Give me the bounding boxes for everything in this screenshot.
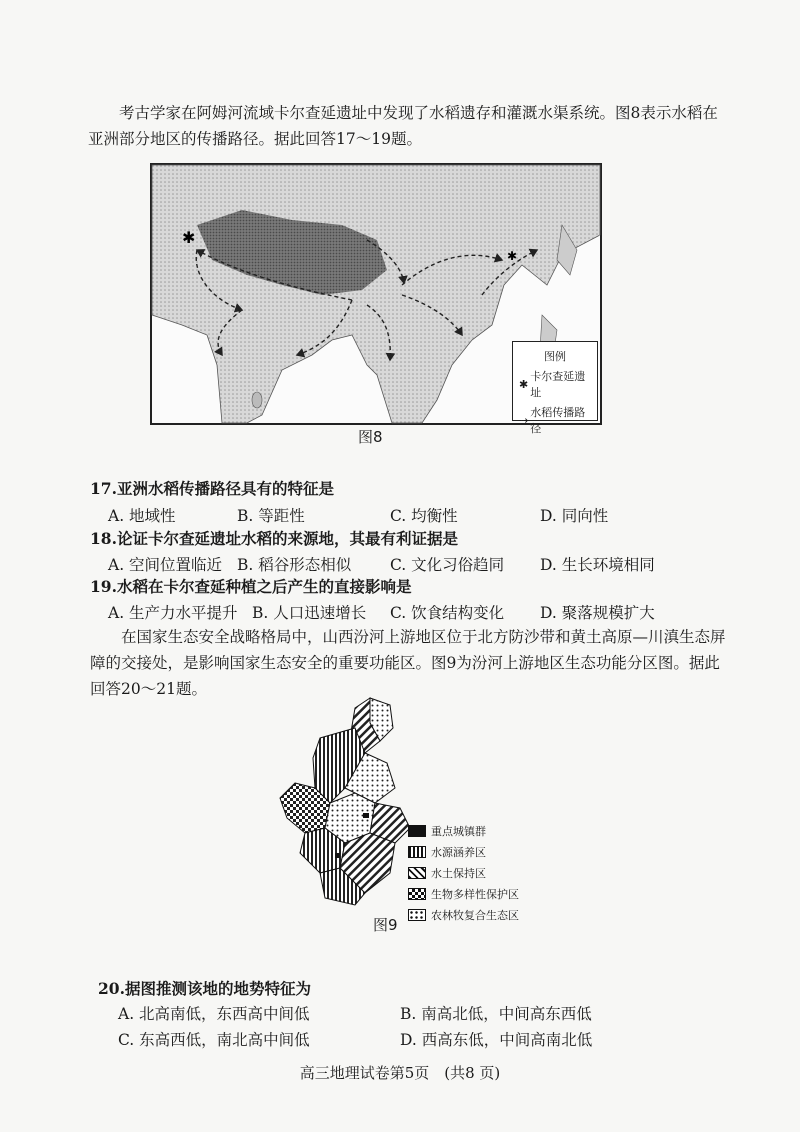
q19-option-d[interactable]: D. 聚落规模扩大: [540, 604, 655, 622]
q17-option-d[interactable]: D. 同向性: [540, 507, 609, 525]
legend9-label-2: 水源涵养区: [431, 846, 486, 859]
question-17-stem: 17.亚洲水稻传播路径具有的特征是: [90, 479, 334, 498]
q17-option-b[interactable]: B. 等距性: [237, 507, 305, 525]
legend9-label-4: 生物多样性保护区: [431, 888, 519, 901]
q18-option-c[interactable]: C. 文化习俗趋同: [390, 556, 505, 574]
figure9-map: [275, 693, 425, 908]
legend9-row-1: [408, 823, 548, 839]
q20-option-c[interactable]: C. 东高西低，南北高中间低: [118, 1031, 310, 1049]
q19-option-a[interactable]: A. 生产力水平提升: [108, 604, 238, 622]
fenhe-zoning-graphic: [275, 693, 425, 908]
q17-option-c[interactable]: C. 均衡性: [390, 507, 458, 525]
q20-option-b[interactable]: B. 南高北低，中间高东西低: [400, 1005, 592, 1023]
figure8-map: [150, 163, 602, 435]
legend9-row-3: [408, 865, 548, 881]
legend-title: 图例: [544, 350, 566, 363]
question-20-stem: 20.据图推测该地的地势特征为: [98, 979, 311, 998]
passage-intro-1: 考古学家在阿姆河流域卡尔查延遗址中发现了水稻遗存和灌溉水渠系统。图8表示水稻在亚洲部分地区的传播路径。据此回答17～19题。: [88, 104, 718, 148]
site-star-icon: ✱: [182, 228, 196, 247]
star-icon: ✱: [519, 377, 529, 391]
q20-option-a[interactable]: A. 北高南低，东西高中间低: [118, 1005, 310, 1023]
legend9-label-3: 水土保持区: [431, 867, 486, 880]
q18-option-a[interactable]: A. 空间位置临近: [108, 556, 223, 574]
passage-intro-2: 在国家生态安全战略格局中，山西汾河上游地区位于北方防沙带和黄土高原—川滇生态屏障的交接处，是影响国家生态安全的重要功能区。图9为汾河上游地区生态功能分区图。据此回答20～21题。: [90, 628, 726, 698]
legend-row-route: [519, 404, 591, 436]
legend-site-label: 卡尔查延遗址: [530, 370, 586, 399]
q17-option-a[interactable]: A. 地域性: [108, 507, 176, 525]
legend9-label-1: 重点城镇群: [431, 825, 486, 838]
swatch-vstripe-icon: [408, 846, 426, 858]
page-footer: 高三地理试卷第5页 (共8 页): [299, 1064, 501, 1082]
swatch-check-icon: [408, 888, 426, 900]
figure8-caption: 图8: [358, 428, 383, 446]
q19-option-c[interactable]: C. 饮食结构变化: [390, 604, 505, 622]
q18-option-d[interactable]: D. 生长环境相同: [540, 556, 655, 574]
legend-route-label: 水稻传播路径: [530, 406, 586, 435]
figure9-legend: [408, 818, 548, 928]
dashed-arrow-icon: ⇢: [519, 413, 529, 427]
legend9-row-4: [408, 886, 548, 902]
q18-option-b[interactable]: B. 稻谷形态相似: [237, 556, 352, 574]
q19-option-b[interactable]: B. 人口迅速增长: [252, 604, 367, 622]
swatch-diag-icon: [408, 867, 426, 879]
question-18-stem: 18.论证卡尔查延遗址水稻的来源地，其最有利证据是: [90, 529, 458, 548]
q20-option-d[interactable]: D. 西高东低，中间高南北低: [400, 1031, 593, 1049]
east-star-icon: ✱: [507, 249, 518, 263]
swatch-solid-icon: [408, 825, 426, 837]
legend9-row-5: [408, 907, 548, 923]
question-19-stem: 19.水稻在卡尔查延种植之后产生的直接影响是: [90, 577, 412, 596]
legend9-label-5: 农林牧复合生态区: [431, 909, 519, 922]
legend9-row-2: [408, 844, 548, 860]
figure9-caption: 图9: [373, 916, 398, 934]
legend-row-site: [519, 368, 591, 400]
swatch-dot-icon: [408, 909, 426, 921]
figure8-legend: [512, 341, 598, 435]
